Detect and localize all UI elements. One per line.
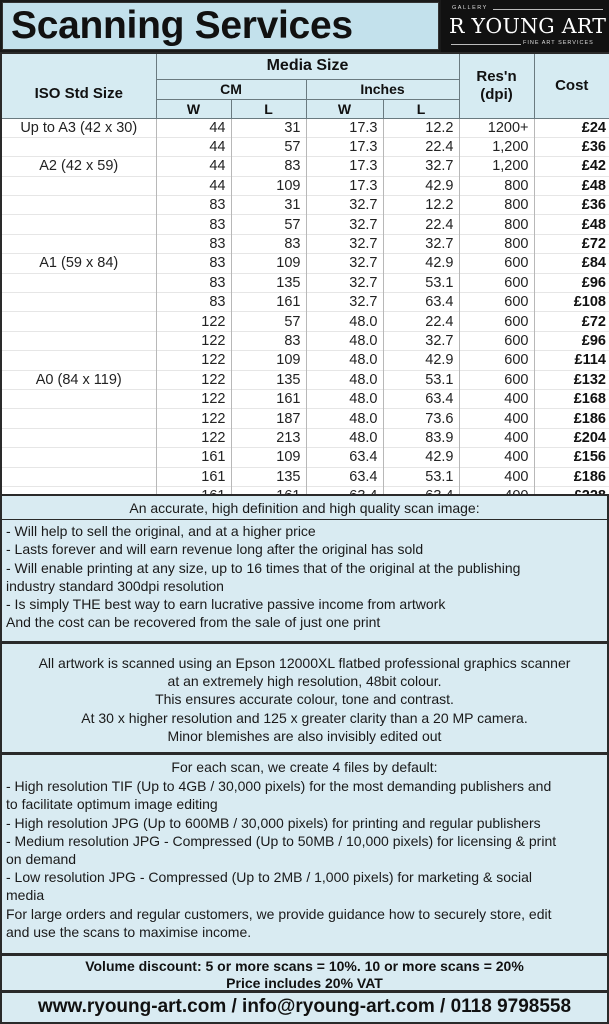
- scanner-description: [2, 644, 607, 751]
- inch-length-cell: 53.1: [383, 273, 459, 292]
- logo-divider-bottom: [451, 44, 521, 45]
- price-row: [1, 137, 609, 156]
- cost-cell: £156: [534, 448, 609, 467]
- cost-cell: £48: [534, 215, 609, 234]
- cm-length-cell: 109: [231, 448, 306, 467]
- cm-length-cell: 57: [231, 215, 306, 234]
- cost-cell: £84: [534, 254, 609, 273]
- iso-size-cell: [1, 176, 156, 195]
- resolution-cell: 600: [459, 370, 534, 389]
- inch-width-cell: 63.4: [306, 448, 383, 467]
- benefit-line: - Will enable printing at any size, up to 16 times that of the original at the publishing: [6, 559, 521, 576]
- cost-cell: £48: [534, 176, 609, 195]
- logo-divider-top: [493, 9, 603, 10]
- resolution-cell: 400: [459, 428, 534, 447]
- cm-width-cell: 122: [156, 331, 231, 350]
- inch-length-cell: 53.1: [383, 467, 459, 486]
- brand-logo: [441, 0, 609, 53]
- resolution-cell: 600: [459, 293, 534, 312]
- file-line: - High resolution JPG (Up to 600MB / 30,000 pixels) for printing and regular publishers: [6, 814, 541, 831]
- cm-length-cell: 31: [231, 118, 306, 137]
- header-cost: Cost: [534, 53, 609, 118]
- resolution-cell: 1,200: [459, 157, 534, 176]
- scanner-line: This ensures accurate colour, tone and contrast.: [155, 691, 454, 708]
- scanner-line: Minor blemishes are also invisibly edited out: [167, 727, 442, 744]
- inch-length-cell: 42.9: [383, 351, 459, 370]
- iso-size-cell: [1, 409, 156, 428]
- header-resolution-unit: (dpi): [480, 85, 513, 103]
- logo-brand-name: R YOUNG ART: [449, 14, 607, 38]
- price-row: [1, 370, 609, 389]
- price-row: [1, 448, 609, 467]
- scanner-box: [0, 642, 609, 754]
- price-row: [1, 312, 609, 331]
- inch-width-cell: 32.7: [306, 234, 383, 253]
- iso-size-cell: [1, 467, 156, 486]
- cm-width-cell: 44: [156, 176, 231, 195]
- price-row: [1, 215, 609, 234]
- inch-length-cell: 42.9: [383, 448, 459, 467]
- cm-width-cell: 122: [156, 312, 231, 331]
- scanner-line: at an extremely high resolution, 48bit colour.: [167, 673, 442, 690]
- inch-length-cell: 63.4: [383, 293, 459, 312]
- cm-width-cell: 122: [156, 389, 231, 408]
- cm-length-cell: 83: [231, 331, 306, 350]
- inch-width-cell: 17.3: [306, 137, 383, 156]
- cm-width-cell: 83: [156, 273, 231, 292]
- cm-length-cell: 57: [231, 137, 306, 156]
- cm-width-cell: 83: [156, 215, 231, 234]
- iso-size-cell: [1, 234, 156, 253]
- inch-width-cell: 48.0: [306, 428, 383, 447]
- inch-length-cell: 63.4: [383, 389, 459, 408]
- file-line: - High resolution TIF (Up to 4GB / 30,000 pixels) for the most demanding publishers and: [6, 778, 552, 795]
- iso-size-cell: [1, 196, 156, 215]
- inch-length-cell: 32.7: [383, 234, 459, 253]
- inch-width-cell: 32.7: [306, 215, 383, 234]
- price-row: [1, 273, 609, 292]
- cost-cell: £186: [534, 467, 609, 486]
- header-media-size: Media Size: [156, 53, 459, 79]
- contact-details: www.ryoung-art.com / info@ryoung-art.com / 0118 9798558: [37, 996, 572, 1017]
- iso-size-cell: [1, 137, 156, 156]
- inch-length-cell: 22.4: [383, 215, 459, 234]
- resolution-cell: 400: [459, 389, 534, 408]
- cm-length-cell: 161: [231, 293, 306, 312]
- scanner-line: At 30 x higher resolution and 125 x greater clarity than a 20 MP camera.: [81, 709, 528, 726]
- inch-width-cell: 32.7: [306, 293, 383, 312]
- inch-length-cell: 83.9: [383, 428, 459, 447]
- price-table: [0, 52, 609, 507]
- price-row: [1, 351, 609, 370]
- file-line: For large orders and regular customers, we provide guidance how to securely store, edit: [6, 905, 552, 922]
- price-row: [1, 389, 609, 408]
- inch-length-cell: 42.9: [383, 254, 459, 273]
- inch-width-cell: 48.0: [306, 351, 383, 370]
- cm-width-cell: 44: [156, 137, 231, 156]
- benefits-heading: An accurate, high definition and high quality scan image:: [2, 496, 607, 520]
- header-in-width: W: [306, 99, 383, 118]
- price-row: [1, 196, 609, 215]
- page-title: Scanning Services: [11, 4, 353, 47]
- cost-cell: £24: [534, 118, 609, 137]
- cost-cell: £132: [534, 370, 609, 389]
- scanner-line: All artwork is scanned using an Epson 12000XL flatbed professional graphics scanner: [38, 655, 571, 671]
- files-list: [2, 776, 607, 947]
- iso-size-cell: A1 (59 x 84): [1, 254, 156, 273]
- price-row: [1, 467, 609, 486]
- vat-note: Price includes 20% VAT: [226, 974, 383, 991]
- contact-footer: [0, 991, 609, 1024]
- header-in-length: L: [383, 99, 459, 118]
- inch-length-cell: 22.4: [383, 312, 459, 331]
- inch-length-cell: 42.9: [383, 176, 459, 195]
- volume-discount-box: [0, 954, 609, 992]
- iso-size-cell: A2 (42 x 59): [1, 157, 156, 176]
- file-line: - Medium resolution JPG - Compressed (Up to 50MB / 10,000 pixels) for licensing & print: [6, 832, 557, 849]
- iso-size-cell: [1, 389, 156, 408]
- inch-length-cell: 32.7: [383, 157, 459, 176]
- iso-size-cell: [1, 331, 156, 350]
- cost-cell: £96: [534, 331, 609, 350]
- cm-width-cell: 161: [156, 467, 231, 486]
- cm-width-cell: 83: [156, 196, 231, 215]
- price-row: [1, 234, 609, 253]
- file-line: - Low resolution JPG - Compressed (Up to 2MB / 1,000 pixels) for marketing & social: [6, 869, 532, 886]
- inch-width-cell: 32.7: [306, 254, 383, 273]
- cost-cell: £204: [534, 428, 609, 447]
- resolution-cell: 800: [459, 215, 534, 234]
- inch-width-cell: 48.0: [306, 312, 383, 331]
- cm-width-cell: 83: [156, 234, 231, 253]
- inch-length-cell: 32.7: [383, 331, 459, 350]
- file-line: and use the scans to maximise income.: [6, 923, 252, 940]
- file-line: on demand: [6, 851, 77, 868]
- cm-width-cell: 122: [156, 428, 231, 447]
- header-inches: Inches: [306, 79, 459, 99]
- benefits-list: [2, 520, 607, 637]
- price-rows: [1, 118, 609, 506]
- cm-length-cell: 83: [231, 234, 306, 253]
- resolution-cell: 600: [459, 254, 534, 273]
- cm-length-cell: 135: [231, 370, 306, 389]
- inch-width-cell: 17.3: [306, 157, 383, 176]
- cost-cell: £114: [534, 351, 609, 370]
- iso-size-cell: [1, 428, 156, 447]
- cm-length-cell: 31: [231, 196, 306, 215]
- price-row: [1, 176, 609, 195]
- benefit-line: And the cost can be recovered from the sale of just one print: [6, 614, 381, 631]
- inch-width-cell: 17.3: [306, 176, 383, 195]
- header-iso-size: ISO Std Size: [1, 53, 156, 118]
- cost-cell: £186: [534, 409, 609, 428]
- files-heading: For each scan, we create 4 files by default:: [171, 759, 438, 775]
- cm-width-cell: 122: [156, 409, 231, 428]
- resolution-cell: 1,200: [459, 137, 534, 156]
- resolution-cell: 800: [459, 196, 534, 215]
- cm-width-cell: 44: [156, 157, 231, 176]
- resolution-cell: 600: [459, 351, 534, 370]
- cm-length-cell: 83: [231, 157, 306, 176]
- cm-length-cell: 57: [231, 312, 306, 331]
- price-row: [1, 409, 609, 428]
- logo-tagline: FINE ART SERVICES: [523, 40, 594, 46]
- benefit-line: - Is simply THE best way to earn lucrative passive income from artwork: [6, 596, 446, 613]
- inch-width-cell: 32.7: [306, 273, 383, 292]
- header-cm-length: L: [231, 99, 306, 118]
- cm-width-cell: 161: [156, 448, 231, 467]
- cost-cell: £42: [534, 157, 609, 176]
- cost-cell: £72: [534, 312, 609, 331]
- iso-size-cell: A0 (84 x 119): [1, 370, 156, 389]
- resolution-cell: 600: [459, 331, 534, 350]
- resolution-cell: 1200+: [459, 118, 534, 137]
- cm-length-cell: 135: [231, 273, 306, 292]
- iso-size-cell: [1, 448, 156, 467]
- inch-width-cell: 48.0: [306, 389, 383, 408]
- inch-width-cell: 17.3: [306, 118, 383, 137]
- cost-cell: £72: [534, 234, 609, 253]
- iso-size-cell: [1, 215, 156, 234]
- cost-cell: £168: [534, 389, 609, 408]
- resolution-cell: 400: [459, 409, 534, 428]
- cost-cell: £96: [534, 273, 609, 292]
- inch-length-cell: 73.6: [383, 409, 459, 428]
- inch-width-cell: 48.0: [306, 370, 383, 389]
- inch-width-cell: 63.4: [306, 467, 383, 486]
- inch-width-cell: 32.7: [306, 196, 383, 215]
- cm-width-cell: 83: [156, 293, 231, 312]
- resolution-cell: 600: [459, 273, 534, 292]
- cost-cell: £108: [534, 293, 609, 312]
- price-row: [1, 254, 609, 273]
- cm-width-cell: 83: [156, 254, 231, 273]
- cm-width-cell: 122: [156, 370, 231, 389]
- benefit-line: industry standard 300dpi resolution: [6, 577, 224, 594]
- price-row: [1, 118, 609, 137]
- cost-cell: £36: [534, 196, 609, 215]
- iso-size-cell: [1, 293, 156, 312]
- resolution-cell: 600: [459, 312, 534, 331]
- title-bar: [0, 0, 609, 53]
- header-cm-width: W: [156, 99, 231, 118]
- volume-discount-text: Volume discount: 5 or more scans = 10%. 10 or more scans = 20%: [85, 958, 524, 974]
- cm-length-cell: 187: [231, 409, 306, 428]
- resolution-cell: 400: [459, 448, 534, 467]
- iso-size-cell: [1, 351, 156, 370]
- cm-length-cell: 109: [231, 254, 306, 273]
- cm-length-cell: 161: [231, 389, 306, 408]
- resolution-cell: 800: [459, 234, 534, 253]
- file-line: to facilitate optimum image editing: [6, 796, 218, 813]
- files-box: [0, 753, 609, 955]
- benefit-line: - Will help to sell the original, and at a higher price: [6, 523, 316, 540]
- price-row: [1, 331, 609, 350]
- cm-length-cell: 109: [231, 351, 306, 370]
- iso-size-cell: Up to A3 (42 x 30): [1, 118, 156, 137]
- inch-width-cell: 48.0: [306, 331, 383, 350]
- file-line: media: [6, 887, 45, 904]
- cm-length-cell: 135: [231, 467, 306, 486]
- price-row: [1, 428, 609, 447]
- inch-length-cell: 12.2: [383, 118, 459, 137]
- cm-length-cell: 213: [231, 428, 306, 447]
- cm-width-cell: 44: [156, 118, 231, 137]
- header-resolution: [459, 53, 534, 118]
- cost-cell: £36: [534, 137, 609, 156]
- cm-length-cell: 109: [231, 176, 306, 195]
- price-row: [1, 293, 609, 312]
- benefits-box: [0, 494, 609, 643]
- inch-length-cell: 53.1: [383, 370, 459, 389]
- price-row: [1, 157, 609, 176]
- iso-size-cell: [1, 312, 156, 331]
- inch-length-cell: 12.2: [383, 196, 459, 215]
- resolution-cell: 400: [459, 467, 534, 486]
- benefit-line: - Lasts forever and will earn revenue long after the original has sold: [6, 541, 424, 558]
- inch-width-cell: 48.0: [306, 409, 383, 428]
- resolution-cell: 800: [459, 176, 534, 195]
- title-box: [2, 2, 439, 50]
- iso-size-cell: [1, 273, 156, 292]
- cm-width-cell: 122: [156, 351, 231, 370]
- inch-length-cell: 22.4: [383, 137, 459, 156]
- header-cm: CM: [156, 79, 306, 99]
- header-resolution-label: Res'n: [476, 67, 517, 85]
- logo-gallery-text: GALLERY: [452, 5, 488, 11]
